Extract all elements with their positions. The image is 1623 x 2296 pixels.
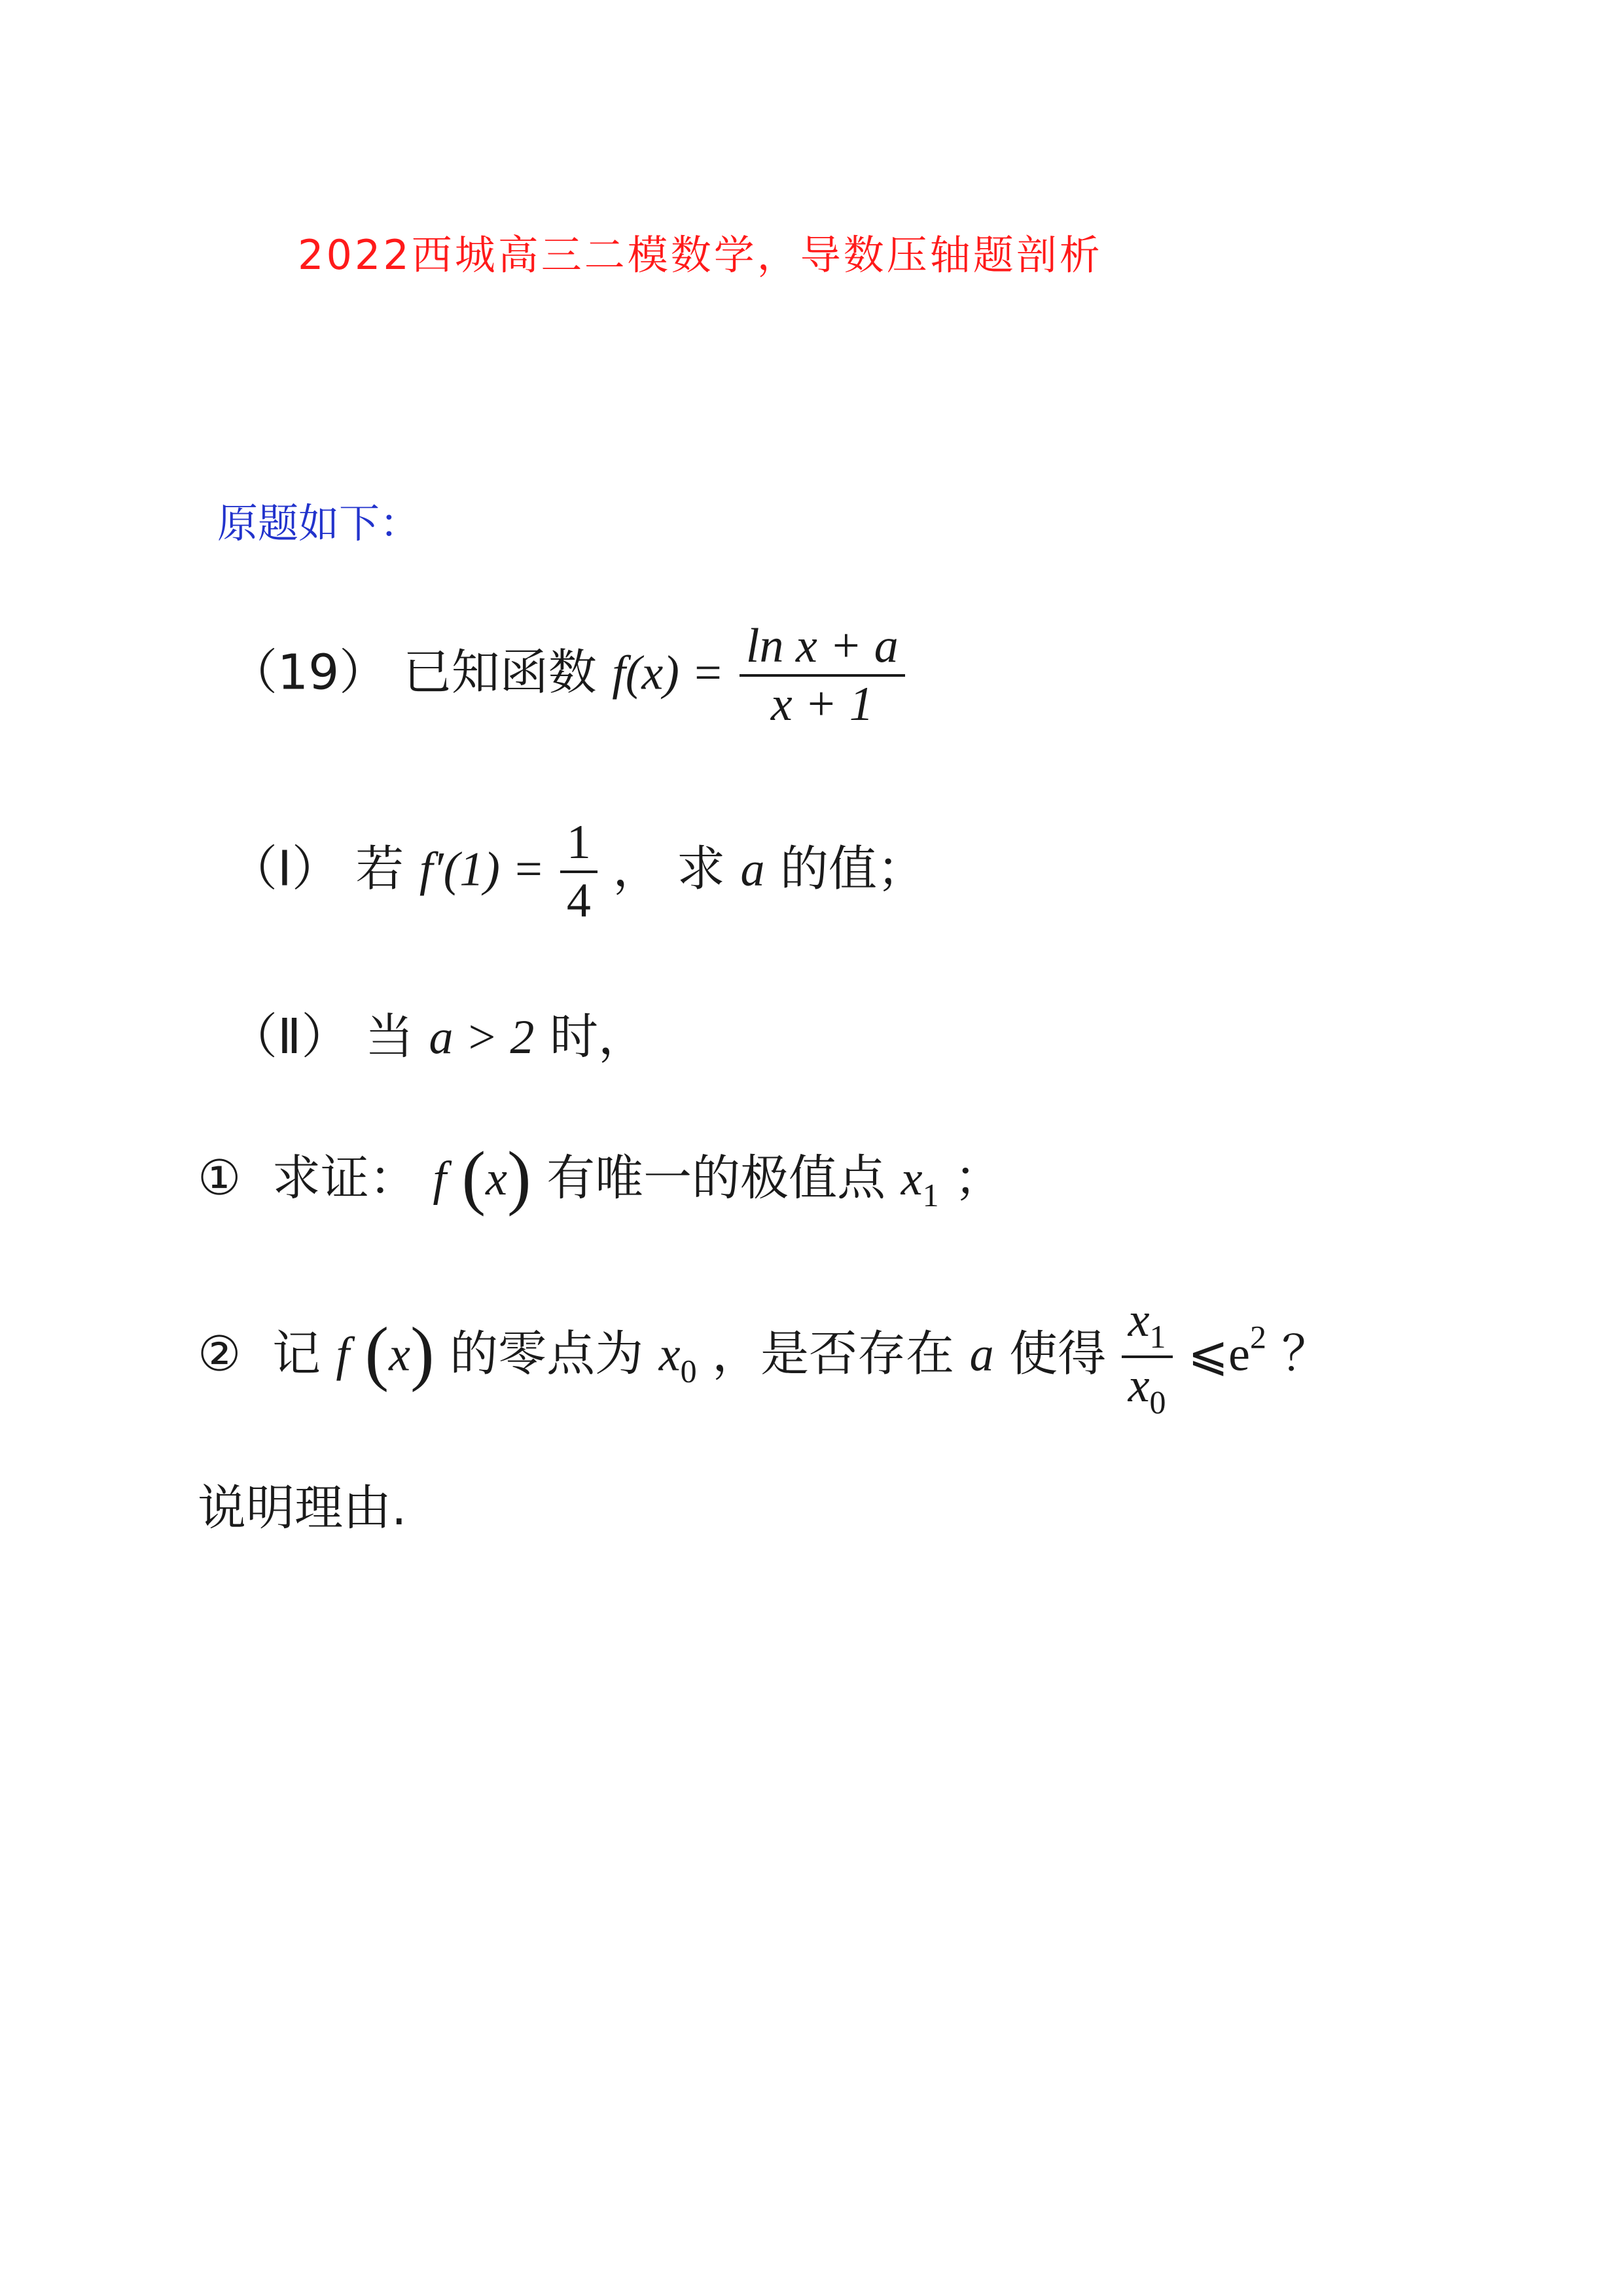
part-one [229,815,925,929]
part-one-label: （Ⅰ） [229,840,340,897]
sub-two-argument: x [389,1327,410,1382]
ratio-denominator: $x_0$ [1128,1359,1166,1420]
sub-question-one: ① 求证： f (x) 有唯一的极值点 $x_1$ ； [198,1137,1003,1217]
sub-two-text: 记 [272,1325,321,1382]
sub-two-make: 使得 [1009,1325,1107,1382]
part-one-comma: ， [613,840,662,897]
ratio-fraction [1122,1293,1173,1421]
extreme-point-variable: x [901,1152,923,1206]
sub-one-rest: 有唯一的极值点 [546,1150,886,1206]
sub-two-function: f [336,1327,349,1382]
part-two-condition: a > 2 [429,1011,535,1064]
part-one-if: 若 [355,840,404,897]
explain-reason: 说明理由. [198,1480,407,1536]
derivative-value-numerator: 1 [560,815,597,873]
part-two-when: 当 [365,1009,414,1065]
derivative-expression: f′(1) = [419,842,545,897]
zero-point-subscript: 0 [680,1352,697,1390]
part-two-time: 时， [549,1009,647,1065]
sub-two-parameter: a [969,1327,994,1382]
bound-exponent: 2 [1249,1318,1266,1355]
sub-two-mid: ，是否存在 [712,1325,955,1382]
zero-point-variable: x [658,1327,681,1382]
sub-one-function: f [433,1152,446,1206]
function-numerator: ln x + a [740,619,905,677]
part-one-ask: 求 [676,840,725,897]
part-one-tail: 的值； [780,840,926,897]
problem-stem [229,619,905,732]
sub-one-argument: x [486,1152,507,1206]
question-mark: ？ [1281,1325,1330,1382]
inequality-bound: ⩽e [1188,1327,1250,1382]
function-denominator: x + 1 [770,677,874,731]
sub-one-end: ； [954,1150,1003,1206]
problem-stem-text: 已知函数 [402,644,597,701]
ratio-numerator: $x_1$ [1122,1293,1173,1358]
document-title: 2022西城高三二模数学，导数压轴题剖析 [298,231,1103,279]
part-two [229,998,647,1067]
circled-one-marker: ① [198,1150,241,1206]
part-one-variable: a [740,842,765,897]
sub-question-two: ② 记 f (x) 的零点为 $x_0$ ，是否存在 a 使得 $\frac{x_1}{x_0}$ $⩽e^2$ ？ [198,1293,1330,1420]
intro-label: 原题如下： [217,499,421,547]
sub-one-text: 求证： [272,1150,418,1206]
extreme-point-subscript: 1 [922,1177,939,1213]
part-two-label: （Ⅱ） [229,1009,350,1065]
function-name: f(x) = [612,646,724,700]
circled-two-marker: ② [198,1325,241,1382]
function-fraction [740,619,905,732]
sub-two-rest: 的零点为 [450,1325,644,1382]
problem-number: （19） [229,644,388,701]
derivative-value-fraction [560,815,597,929]
derivative-value-denominator: 4 [566,874,591,927]
